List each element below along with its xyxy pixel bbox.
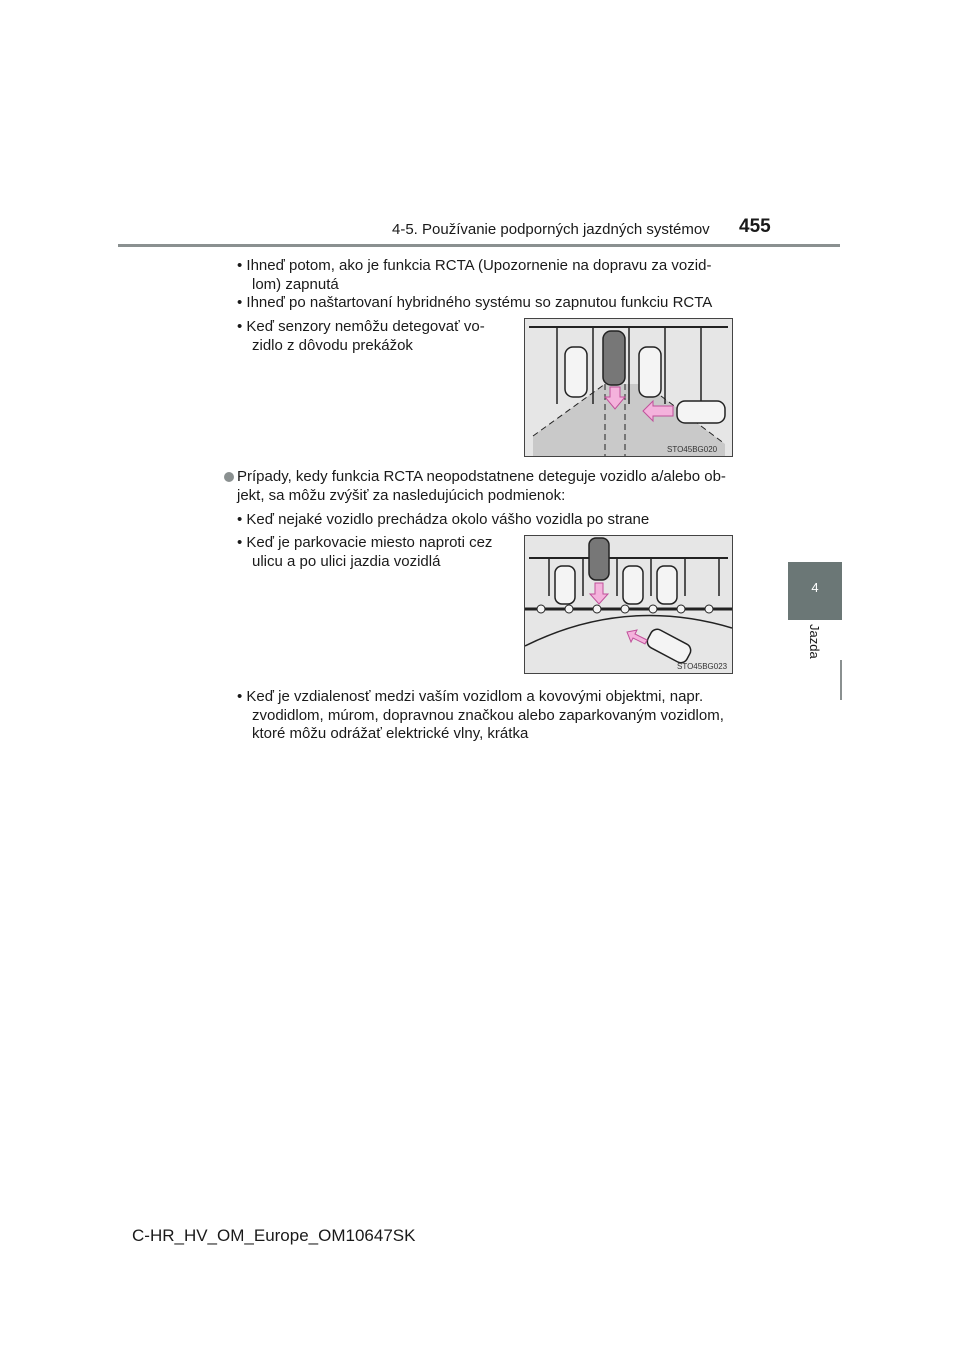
side-divider <box>840 660 842 700</box>
street-parking-diagram <box>525 536 732 673</box>
bullet-line-4: • Keď nejaké vozidlo prechádza okolo vášho vozidla po strane <box>237 511 650 528</box>
chapter-name: Jazda <box>807 624 822 659</box>
running-header-section: 4-5. Používanie podporných jazdných systémov <box>392 221 710 238</box>
bullet-line-6-cont-1: zvodidlom, múrom, dopravnou značkou alebo zaparkovaným vozidlom, <box>252 707 724 724</box>
bullet-line-2: • Ihneď po naštartovaní hybridného systému so zapnutou funkciu RCTA <box>237 294 713 311</box>
figure-street-parking <box>524 535 733 674</box>
bullet-line-1: • Ihneď potom, ako je funkcia RCTA (Upozornenie na dopravu za vozid- <box>237 257 712 274</box>
bullet-line-1-cont: lom) zapnutá <box>252 276 339 293</box>
bullet-line-5-cont: ulicu a po ulici jazdia vozidlá <box>252 553 441 570</box>
paragraph-line-1: Prípady, kedy funkcia RCTA neopodstatnene deteguje vozidlo a/alebo ob- <box>237 468 726 485</box>
parking-obstacles-diagram <box>525 319 732 456</box>
header-divider <box>118 244 840 247</box>
figure-code-2: STO45BG023 <box>677 662 728 671</box>
bullet-line-6-cont-2: ktoré môžu odrážať elektrické vlny, krátka <box>252 725 529 742</box>
bullet-line-3: • Keď senzory nemôžu detegovať vo- <box>237 318 485 335</box>
figure-parking-obstacles <box>524 318 733 457</box>
chapter-tab <box>788 562 842 620</box>
bullet-line-3-cont: zidlo z dôvodu prekážok <box>252 337 413 354</box>
chapter-label <box>806 624 826 674</box>
chapter-number: 4 <box>811 580 819 595</box>
figure-code-1: STO45BG020 <box>667 445 718 454</box>
paragraph-line-2: jekt, sa môžu zvýšiť za nasledujúcich podmienok: <box>237 487 566 504</box>
bullet-line-6: • Keď je vzdialenosť medzi vaším vozidlom a kovovými objektmi, napr. <box>237 688 704 705</box>
bullet-line-5: • Keď je parkovacie miesto naproti cez <box>237 534 493 551</box>
circle-bullet <box>224 472 234 482</box>
document-id: C-HR_HV_OM_Europe_OM10647SK <box>132 1226 416 1245</box>
page-number: 455 <box>739 216 771 237</box>
